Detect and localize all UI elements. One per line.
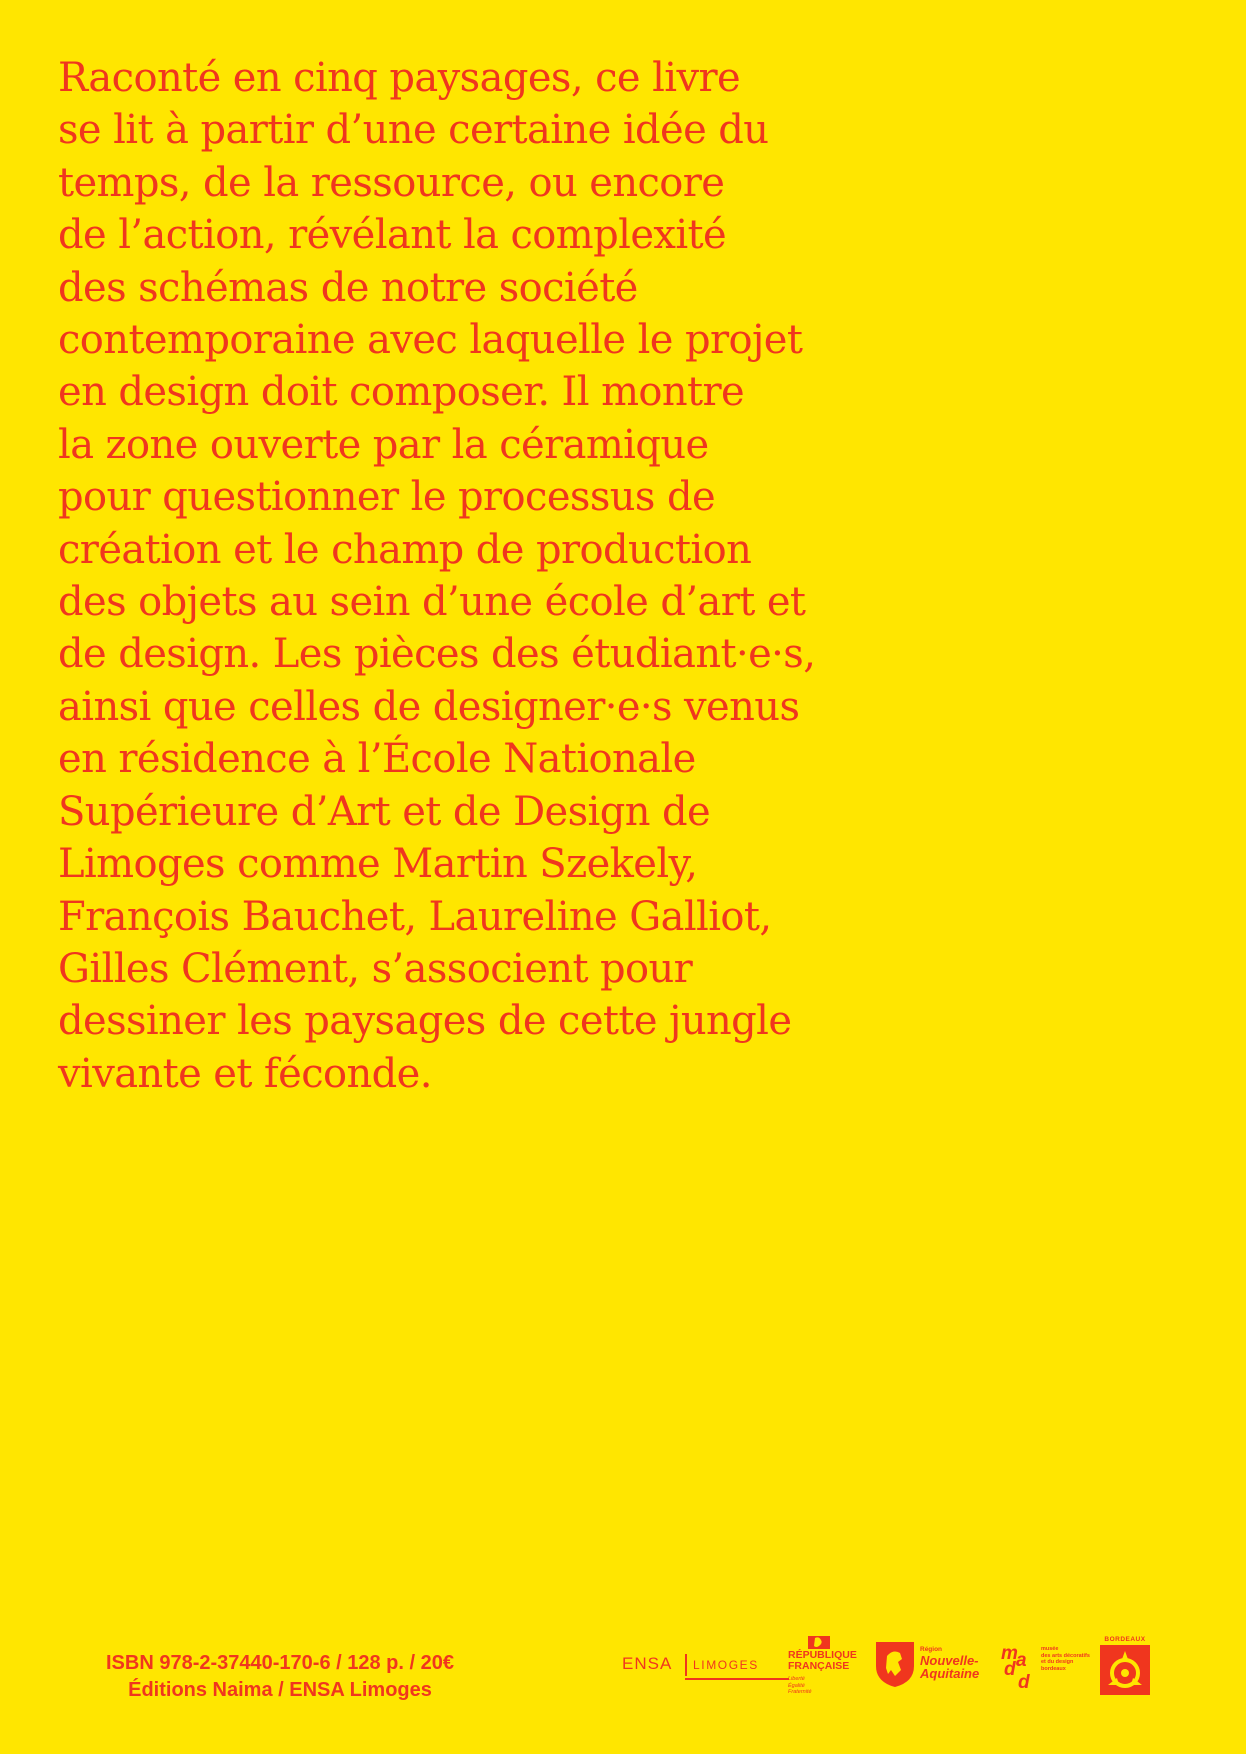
blurb-line: création et le champ de production: [58, 526, 752, 573]
blurb-line: des schémas de notre société: [58, 264, 638, 311]
svg-text:m: m: [1001, 1643, 1018, 1664]
blurb-line: temps, de la ressource, ou encore: [58, 159, 725, 206]
blurb-line: vivante et féconde.: [58, 1050, 432, 1097]
marianne-icon: [808, 1636, 830, 1649]
blurb-line: de design. Les pièces des étudiant·e·s,: [58, 631, 816, 678]
republique-francaise-logo: [788, 1636, 868, 1696]
blurb-line: dessiner les paysages de cette jungle: [58, 998, 792, 1045]
nouvelle-aquitaine-logo: [874, 1640, 984, 1692]
blurb-line: ainsi que celles de designer·e·s venus: [58, 683, 800, 730]
ensa-wordmark: ENSA: [622, 1654, 673, 1673]
imprint: [60, 1650, 500, 1704]
blurb-line: Supérieure d’Art et de Design de: [58, 788, 711, 835]
blurb-line: la zone ouverte par la céramique: [58, 421, 709, 468]
bordeaux-crest-icon: [1100, 1645, 1150, 1695]
madd-subtitle: musée des arts décoratifs et du design bordeaux: [1041, 1646, 1090, 1672]
logo-underline: [685, 1678, 789, 1680]
blurb-line: pour questionner le processus de: [58, 474, 716, 521]
svg-text:a: a: [1016, 1650, 1027, 1671]
lion-shield-icon: [874, 1640, 916, 1688]
blurb-line: contemporaine avec laquelle le projet: [58, 317, 803, 364]
region-name: Nouvelle- Aquitaine: [920, 1653, 980, 1681]
svg-text:d: d: [1004, 1659, 1016, 1680]
blurb-line: se lit à partir d’une certaine idée du: [58, 107, 769, 154]
republique-text: RÉPUBLIQUE FRANÇAISE: [788, 1649, 857, 1672]
republique-motto: Liberté Égalité Fraternité: [788, 1676, 812, 1695]
blurb-line: Gilles Clément, s’associent pour: [58, 945, 693, 992]
logo-divider: [685, 1654, 687, 1676]
publisher-line: Éditions Naima / ENSA Limoges: [128, 1679, 432, 1701]
bordeaux-logo: [1100, 1636, 1150, 1696]
svg-text:d: d: [1018, 1672, 1030, 1692]
partner-logos: [620, 1636, 1180, 1696]
blurb-paragraph: [58, 52, 1058, 1100]
blurb-line: en design doit composer. Il montre: [58, 369, 745, 416]
blurb-line: des objets au sein d’une école d’art et: [58, 579, 806, 626]
blurb-line: François Bauchet, Laureline Galliot,: [58, 893, 772, 940]
region-label: Région: [920, 1646, 943, 1653]
blurb-line: de l’action, révélant la complexité: [58, 212, 727, 259]
limoges-wordmark: LIMOGES: [693, 1658, 759, 1672]
blurb-line: Raconté en cinq paysages, ce livre: [58, 55, 741, 101]
blurb-line: Limoges comme Martin Szekely,: [58, 841, 698, 888]
isbn-line: ISBN 978-2-37440-170-6 / 128 p. / 20€: [106, 1652, 454, 1674]
blurb-line: en résidence à l’École Nationale: [58, 736, 696, 783]
madd-bordeaux-logo: [1000, 1642, 1090, 1692]
madd-mark: [1000, 1642, 1040, 1692]
bordeaux-label: BORDEAUX: [1104, 1636, 1146, 1643]
